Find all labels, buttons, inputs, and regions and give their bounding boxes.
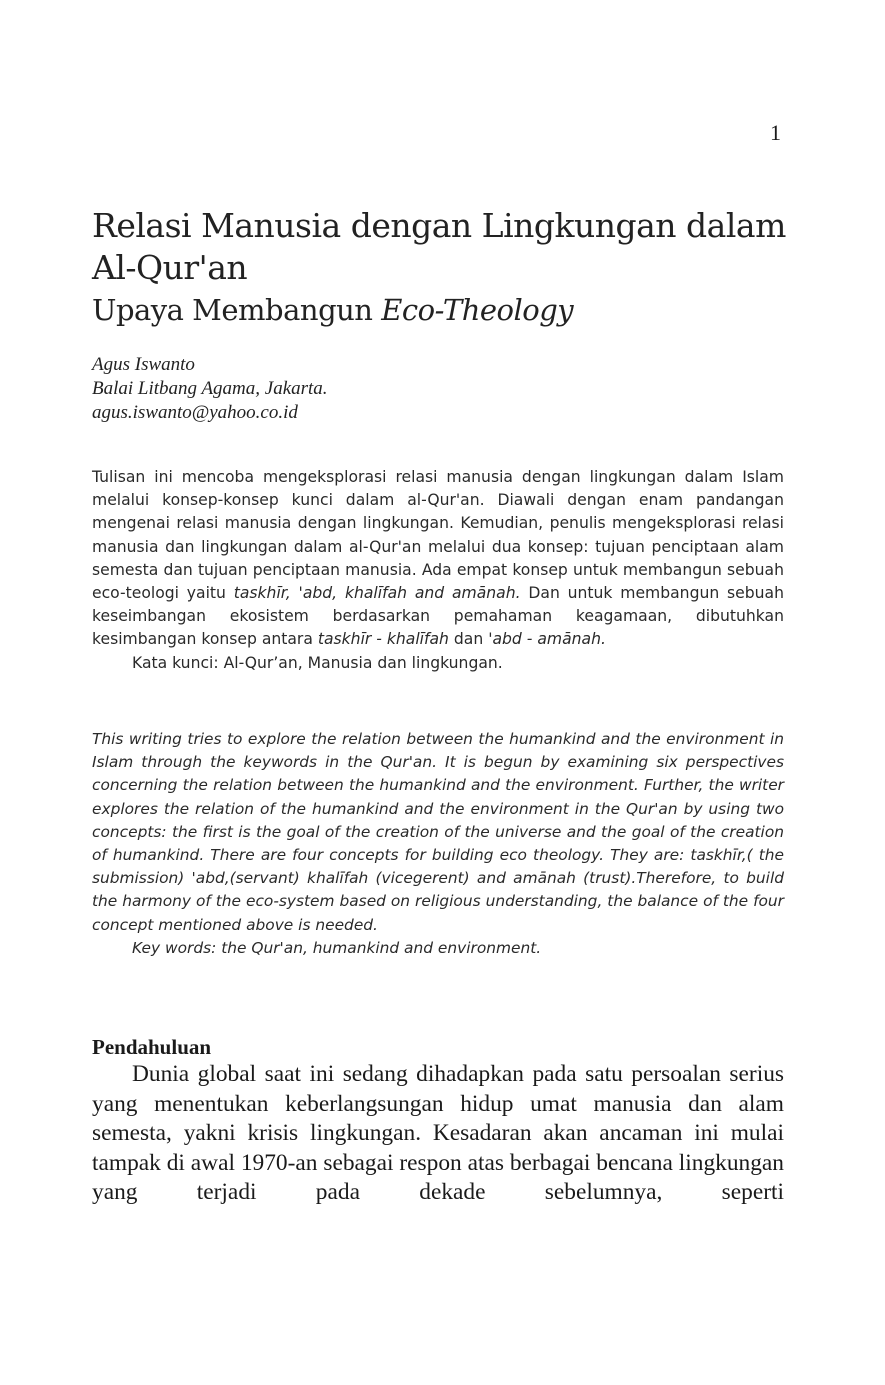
abstract-english-body: This writing tries to explore the relation between the humankind and the environment in Islam through the keywords in the Qur'an. It is begun by examining six perspectives concerning the relation between the humankind and the environment. Further, the writer explores the relation of the humankind and the environment in the Qur'an by using two concepts: the first is the goal of the creation of the universe and the goal of the creation of humankind. There are four concepts for building eco theology. They are: taskhīr,( the submission) 'abd,(servant) khalīfah (vicegerent) and amānah (trust).Therefore, to build the harmony of the eco-system based on religious understanding, the balance of the four concept mentioned above is needed. xyxy=(92,730,784,934)
page-number: 1 xyxy=(770,120,781,145)
author-email: agus.iswanto@yahoo.co.id xyxy=(92,402,298,423)
article-title-line-2: Al-Qur'an xyxy=(92,248,248,287)
author-name: Agus Iswanto xyxy=(92,354,195,375)
body-paragraph: Dunia global saat ini sedang dihadapkan pada satu persoalan serius yang menentukan keberlangsungan hidup umat manusia dan alam semesta, yakni krisis lingkungan. Kesadaran akan ancaman ini mulai tampak di awal 1970-an sebagai respon atas berbagai bencana lingkungan yang terjadi pada dekade sebelumnya, seperti xyxy=(92,1061,784,1206)
abstract-english xyxy=(92,728,784,960)
abstract-indonesian xyxy=(92,466,784,675)
article-title-block xyxy=(92,205,792,331)
abstract-id-text-3: dan xyxy=(448,630,489,649)
abstract-id-text-1: Tulisan ini mencoba mengeksplorasi relasi manusia dengan lingkungan dalam Islam melalui konsep-konsep kunci dalam al-Qur'an. Diawali dengan enam pandangan mengenai relasi manusia dengan lingkungan. Kemudian, penulis mengeksplorasi relasi manusia dan lingkungan dalam al-Qur'an melalui dua konsep: tujuan penciptaan alam semesta dan tujuan penciptaan manusia. Ada empat konsep untuk membangun sebuah eco-teologi yaitu xyxy=(92,468,784,603)
author-block xyxy=(92,353,328,425)
subtitle-prefix: Upaya Membangun xyxy=(92,293,382,327)
body-text xyxy=(92,1060,784,1208)
article-subtitle xyxy=(92,289,792,331)
abstract-english-keywords: Key words: the Qur'an, humankind and environment. xyxy=(132,938,542,957)
section-heading: Pendahuluan xyxy=(92,1035,212,1059)
abstract-indonesian-keywords: Kata kunci: Al-Qur’an, Manusia dan lingkungan. xyxy=(132,653,503,672)
author-affiliation: Balai Litbang Agama, Jakarta. xyxy=(92,378,328,399)
abstract-id-text-2: Dan untuk membangun sebuah keseimbangan ekosistem berdasarkan pemahaman keagamaan, dibutuhkan kesimbangan konsep antara xyxy=(92,584,784,649)
subtitle-italic: Eco-Theology xyxy=(381,293,574,327)
abstract-id-italic-2: taskhīr - khalīfah xyxy=(317,630,449,649)
article-title-line-1: Relasi Manusia dengan Lingkungan dalam xyxy=(92,206,786,245)
abstract-id-italic-3: 'abd - amānah. xyxy=(488,630,606,649)
abstract-id-italic-1: taskhīr, 'abd, khalīfah and amānah. xyxy=(233,584,521,603)
abstract-indonesian-body xyxy=(92,466,784,652)
